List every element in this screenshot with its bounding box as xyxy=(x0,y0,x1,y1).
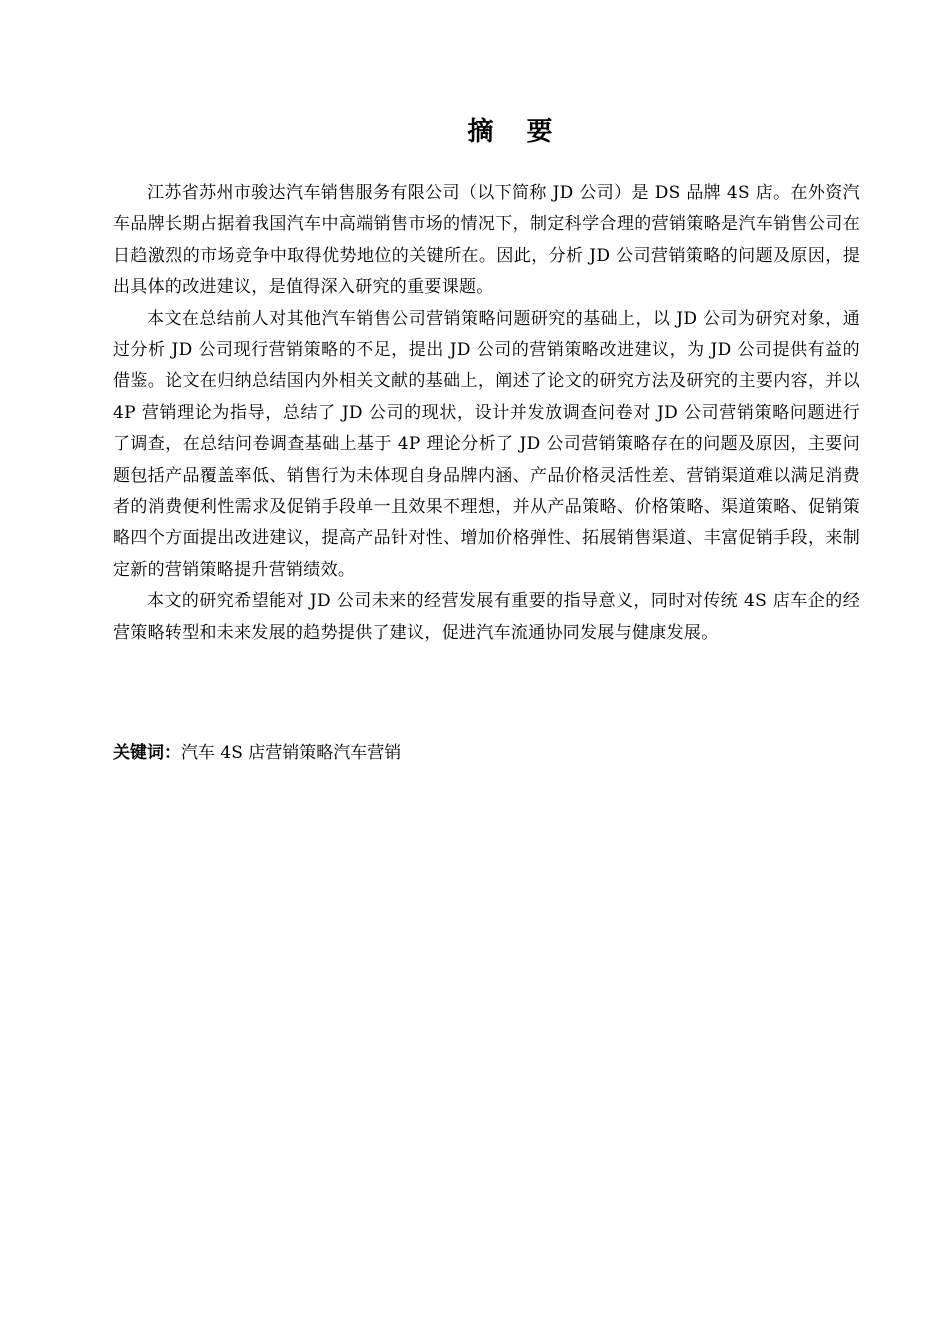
keywords-label: 关键词： xyxy=(113,743,181,763)
abstract-title: 摘 要 xyxy=(467,117,565,147)
abstract-paragraph-3: 本文的研究希望能对 JD 公司未来的经营发展有重要的指导意义，同时对传统 4S 店车企的经营策略转型和未来发展的趋势提供了建议，促进汽车流通协同发展与健康发展。 xyxy=(113,591,860,643)
keywords-line xyxy=(113,738,860,769)
abstract-paragraph-2: 本文在总结前人对其他汽车销售公司营销策略问题研究的基础上，以 JD 公司为研究对象，通过分析 JD 公司现行营销策略的不足，提出 JD 公司的营销策略改进建议，为 JD 公司提供有益的借鉴。论文在归纳总结国内外相关文献的基础上，阐述了论文的研究方法及研究的主要内容，并以 4P 营销理论为指导，总结了 JD 公司的现状，设计并发放调查问卷对 JD 公司营销策略问题进行了调查，在总结问卷调查基础上基于 4P 理论分析了 JD 公司营销策略存在的问题及原因，主要问题包括产品覆盖率低、销售行为未体现自身品牌内涵、产品价格灵活性差、营销渠道难以满足消费者的消费便利性需求及促销手段单一且效果不理想，并从产品策略、价格策略、渠道策略、促销策略四个方面提出改进建议，提高产品针对性、增加价格弹性、拓展销售渠道、丰富促销手段，来制定新的营销策略提升营销绩效。 xyxy=(113,308,860,580)
abstract-body xyxy=(113,178,860,649)
abstract-paragraph-1: 江苏省苏州市骏达汽车销售服务有限公司（以下简称 JD 公司）是 DS 品牌 4S 店。在外资汽车品牌长期占据着我国汽车中高端销售市场的情况下，制定科学合理的营销策略是汽车销售公司在日趋激烈的市场竞争中取得优势地位的关键所在。因此，分析 JD 公司营销策略的问题及原因，提出具体的改进建议，是值得深入研究的重要课题。 xyxy=(113,183,860,298)
keywords-text: 汽车 4S 店营销策略汽车营销 xyxy=(181,743,402,763)
